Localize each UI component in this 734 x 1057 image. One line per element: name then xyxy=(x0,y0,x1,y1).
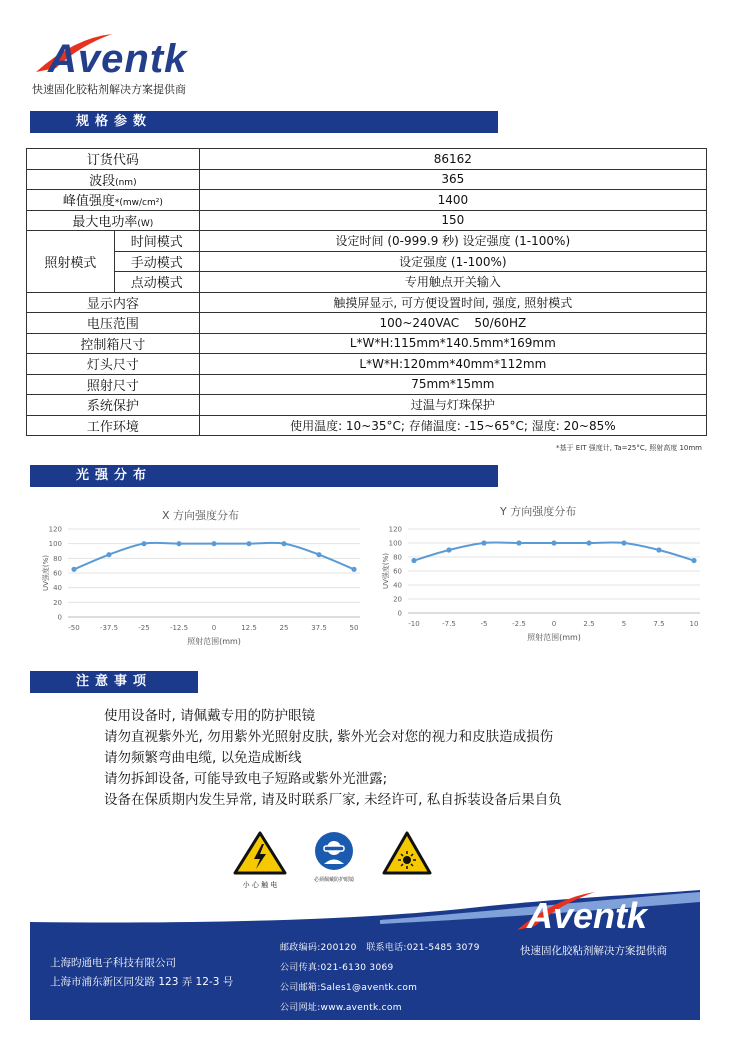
data-point xyxy=(246,541,251,546)
y-tick-label: 100 xyxy=(48,540,62,549)
y-tick-label: 40 xyxy=(53,584,62,593)
sign-caption: 小 心 触 电 xyxy=(242,881,278,889)
chart-y-svg xyxy=(374,497,704,647)
table-row xyxy=(27,313,707,334)
data-point xyxy=(141,541,146,546)
electric-shock-sign xyxy=(232,830,288,890)
spec-value: 设定时间 (0-999.9 秒) 设定强度 (1-100%) xyxy=(199,231,706,252)
x-tick-label: 0 xyxy=(211,624,217,632)
brand-tagline: 快速固化胶粘剂解决方案提供商 xyxy=(32,83,186,96)
spec-label: 最大电功率(W) xyxy=(27,210,200,231)
table-row xyxy=(27,272,707,293)
section-title-distribution: 光强分布 xyxy=(30,465,498,487)
table-row xyxy=(27,149,707,170)
data-point xyxy=(446,547,451,552)
chart-x xyxy=(34,497,364,657)
table-row xyxy=(27,190,707,211)
data-point xyxy=(481,540,486,545)
spec-label: 订货代码 xyxy=(27,149,200,170)
data-point xyxy=(621,540,626,545)
table-row xyxy=(27,354,707,375)
chart-y xyxy=(374,497,704,647)
chart-x-svg xyxy=(34,497,364,657)
x-tick-label: -7.5 xyxy=(442,620,456,628)
y-tick-label: 120 xyxy=(48,525,62,534)
x-tick-label: -50 xyxy=(68,624,80,632)
logo-text: Aventk xyxy=(48,37,188,80)
x-tick-label: 5 xyxy=(621,620,627,628)
table-row xyxy=(27,374,707,395)
x-tick-label: 25 xyxy=(279,624,289,632)
eye-protection-icon xyxy=(313,830,355,872)
y-tick-label: 0 xyxy=(57,613,62,622)
data-point xyxy=(586,540,591,545)
spec-label: 照射模式 xyxy=(27,231,115,293)
electric-shock-warning-icon xyxy=(232,830,288,876)
list-item: 使用设备时, 请佩戴专用的防护眼镜 xyxy=(104,708,316,724)
spec-value: 1400 xyxy=(199,190,706,211)
data-point xyxy=(691,558,696,563)
sign-caption: 必须佩戴防护眼镜 xyxy=(313,877,354,883)
footer-contact-block xyxy=(280,938,480,1018)
list-item: 设备在保质期内发生异常, 请及时联系厂家, 未经许可, 私自拆装设备后果自负 xyxy=(104,792,562,808)
y-tick-label: 80 xyxy=(393,553,402,562)
x-tick-label: -12.5 xyxy=(169,624,189,632)
data-point xyxy=(351,567,356,572)
table-row xyxy=(27,169,707,190)
spec-label: 灯头尺寸 xyxy=(27,354,200,375)
y-tick-label: 20 xyxy=(393,595,402,604)
list-item: 请勿直视紫外光, 勿用紫外光照射皮肤, 紫外光会对您的视力和皮肤造成损伤 xyxy=(104,729,554,745)
list-item: 请勿拆卸设备, 可能导致电子短路或紫外光泄露; xyxy=(104,771,388,787)
x-axis-label: 照射范围(mm) xyxy=(527,633,581,642)
data-point xyxy=(71,567,76,572)
spec-value: 75mm*15mm xyxy=(199,374,706,395)
spec-label: 控制箱尺寸 xyxy=(27,333,200,354)
x-axis-label: 照射范围(mm) xyxy=(187,637,241,646)
data-point xyxy=(106,552,111,557)
postcode: 邮政编码:200120 xyxy=(280,943,357,953)
x-tick-label: 0 xyxy=(551,620,557,628)
table-row xyxy=(27,251,707,272)
x-tick-label: 10 xyxy=(689,620,699,628)
y-tick-label: 100 xyxy=(388,539,402,548)
table-row xyxy=(27,333,707,354)
spec-value: 150 xyxy=(199,210,706,231)
y-axis-label: UV强度(%) xyxy=(42,554,50,592)
footer-tagline: 快速固化胶粘剂解决方案提供商 xyxy=(520,945,667,957)
spec-label: 峰值强度*(mw/cm²) xyxy=(27,190,200,211)
data-point xyxy=(211,541,216,546)
spec-value: L*W*H:120mm*40mm*112mm xyxy=(199,354,706,375)
x-tick-label: 37.5 xyxy=(311,624,327,632)
chart-title: X 方向强度分布 xyxy=(162,509,240,522)
phone: 联系电话:021-5485 3079 xyxy=(366,943,480,953)
table-row xyxy=(27,292,707,313)
spec-label: 显示内容 xyxy=(27,292,200,313)
y-tick-label: 60 xyxy=(393,567,402,576)
spec-value: 过温与灯珠保护 xyxy=(199,395,706,416)
x-tick-label: -10 xyxy=(408,620,420,628)
spec-value: 365 xyxy=(199,169,706,190)
spec-value: 使用温度: 10~35°C; 存储温度: -15~65°C; 湿度: 20~85% xyxy=(199,415,706,436)
y-tick-label: 20 xyxy=(53,598,62,607)
spec-sublabel: 点动模式 xyxy=(114,272,199,293)
x-tick-label: -2.5 xyxy=(512,620,526,628)
data-point xyxy=(281,541,286,546)
eye-protection-sign xyxy=(313,830,355,883)
table-row xyxy=(27,395,707,416)
table-row xyxy=(27,231,707,252)
y-tick-label: 40 xyxy=(393,581,402,590)
notes-list xyxy=(104,706,562,811)
spec-value: 专用触点开关输入 xyxy=(199,272,706,293)
data-point xyxy=(551,540,556,545)
y-axis-label: UV强度(%) xyxy=(382,552,390,590)
spec-label: 波段(nm) xyxy=(27,169,200,190)
spec-value: 设定强度 (1-100%) xyxy=(199,251,706,272)
spec-label: 电压范围 xyxy=(27,313,200,334)
company-name: 上海昀通电子科技有限公司 xyxy=(50,957,176,969)
spec-table xyxy=(26,148,707,436)
y-tick-label: 0 xyxy=(397,609,402,618)
footer-logo xyxy=(515,888,695,942)
list-item: 请勿频繁弯曲电缆, 以免造成断线 xyxy=(104,750,302,766)
spec-value: 100~240VAC 50/60HZ xyxy=(199,313,706,334)
section-title-specs: 规格参数 xyxy=(30,111,498,133)
spec-sublabel: 时间模式 xyxy=(114,231,199,252)
chart-title: Y 方向强度分布 xyxy=(500,505,577,518)
table-row xyxy=(27,210,707,231)
spec-label: 工作环境 xyxy=(27,415,200,436)
spec-sublabel: 手动模式 xyxy=(114,251,199,272)
section-title-notes: 注意事项 xyxy=(30,671,198,693)
data-point xyxy=(411,558,416,563)
uv-radiation-sign xyxy=(382,830,432,880)
brand-logo xyxy=(34,28,194,80)
spec-value: 触摸屏显示, 可方便设置时间, 强度, 照射模式 xyxy=(199,292,706,313)
spec-label: 照射尺寸 xyxy=(27,374,200,395)
y-tick-label: 60 xyxy=(53,569,62,578)
spec-value: L*W*H:115mm*140.5mm*169mm xyxy=(199,333,706,354)
x-tick-label: 7.5 xyxy=(653,620,665,628)
data-point xyxy=(656,547,661,552)
website-link[interactable]: 公司网址:www.aventk.com xyxy=(280,1003,402,1013)
x-tick-label: -25 xyxy=(138,624,150,632)
data-point xyxy=(316,552,321,557)
uv-radiation-warning-icon xyxy=(382,830,432,876)
footer-logo-text: Aventk xyxy=(527,895,648,936)
footer-company-block xyxy=(50,954,233,992)
email-link[interactable]: 公司邮箱:Sales1@aventk.com xyxy=(280,983,418,993)
company-address: 上海市浦东新区同发路 123 弄 12-3 号 xyxy=(50,976,234,988)
data-point xyxy=(176,541,181,546)
data-point xyxy=(516,540,521,545)
y-tick-label: 80 xyxy=(53,554,62,563)
spec-value: 86162 xyxy=(199,149,706,170)
y-tick-label: 120 xyxy=(388,525,402,534)
x-tick-label: -5 xyxy=(480,620,488,628)
table-row xyxy=(27,415,707,436)
x-tick-label: 12.5 xyxy=(241,624,257,632)
spec-footnote: *基于 EIT 强度计, Ta=25°C, 照射高度 10mm xyxy=(556,444,702,452)
x-tick-label: 2.5 xyxy=(583,620,595,628)
x-tick-label: -37.5 xyxy=(99,624,119,632)
spec-label: 系统保护 xyxy=(27,395,200,416)
x-tick-label: 50 xyxy=(349,624,359,632)
series-line xyxy=(74,543,354,569)
fax: 公司传真:021-6130 3069 xyxy=(280,963,394,973)
